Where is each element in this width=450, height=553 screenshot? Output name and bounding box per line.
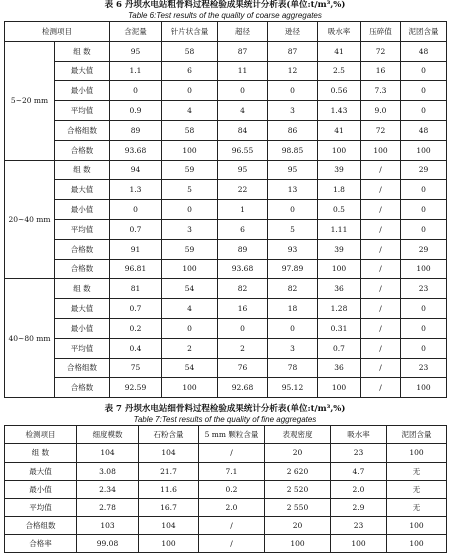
table-cell: 3 — [268, 101, 318, 121]
table-row — [5, 299, 447, 319]
table-cell: 1 — [218, 200, 268, 220]
table-cell: 58 — [162, 120, 218, 140]
row-label: 最小值 — [55, 81, 110, 101]
table-cell: 100 — [387, 444, 447, 462]
table-cell: 100 — [361, 140, 401, 160]
table-cell: 96.55 — [218, 140, 268, 160]
table-cell: 59 — [162, 160, 218, 180]
table-cell: / — [361, 279, 401, 299]
table-cell: 93.68 — [110, 140, 162, 160]
table-cell: 7.3 — [361, 81, 401, 101]
table-cell: 87 — [268, 41, 318, 61]
row-label: 合格组数 — [5, 517, 77, 535]
table6-header-cell: 压碎值 — [361, 22, 401, 42]
table-cell: 1.11 — [318, 219, 361, 239]
table-cell: 0.4 — [110, 338, 162, 358]
table-cell: 48 — [401, 41, 447, 61]
table-cell: 0 — [218, 81, 268, 101]
table-row — [5, 219, 447, 239]
row-label: 合格组数 — [55, 120, 110, 140]
table-cell: 0 — [110, 81, 162, 101]
table-cell: 16 — [361, 61, 401, 81]
row-label: 平均值 — [5, 498, 77, 516]
table-cell: 54 — [162, 279, 218, 299]
table-cell: 48 — [401, 120, 447, 140]
table-cell: 0 — [110, 200, 162, 220]
table6-header-cell: 含泥量 — [110, 22, 162, 42]
table-cell: 72 — [361, 41, 401, 61]
row-label: 合格组数 — [55, 358, 110, 378]
table-row — [5, 200, 447, 220]
table-cell: 95 — [218, 160, 268, 180]
table-cell: 无 — [387, 462, 447, 480]
table-cell: 0 — [401, 299, 447, 319]
table-cell: 4 — [162, 101, 218, 121]
table-cell: 0 — [268, 81, 318, 101]
table-cell: 23 — [331, 444, 387, 462]
table-row — [5, 318, 447, 338]
table-cell: 2.34 — [77, 480, 139, 498]
table-row — [5, 160, 447, 180]
table-cell: 29 — [401, 160, 447, 180]
table-row — [5, 101, 447, 121]
row-label: 合格数 — [55, 140, 110, 160]
row-label: 最大值 — [55, 61, 110, 81]
table-cell: 0 — [268, 200, 318, 220]
table6-header-cell: 超径 — [218, 22, 268, 42]
table-cell: 58 — [162, 41, 218, 61]
row-label: 最大值 — [55, 299, 110, 319]
table-row — [5, 239, 447, 259]
table-cell: 100 — [318, 259, 361, 279]
table-row — [5, 498, 447, 516]
table-row — [5, 480, 447, 498]
table-cell: 12 — [268, 61, 318, 81]
table-cell: 0.7 — [318, 338, 361, 358]
table-cell: 9.0 — [361, 101, 401, 121]
row-label: 最大值 — [5, 462, 77, 480]
table7-title: 表 7 丹坝水电站细骨料过程检验成果统计分析表(单位:t/m³,%) — [104, 404, 346, 415]
table-cell: 0 — [162, 200, 218, 220]
table-cell: 93 — [268, 239, 318, 259]
table-cell: 97.89 — [268, 259, 318, 279]
table-cell: / — [361, 338, 401, 358]
table-cell: 0 — [401, 101, 447, 121]
table-cell: 7.1 — [199, 462, 265, 480]
table-cell: 92.68 — [218, 378, 268, 398]
table-cell: 92.59 — [110, 378, 162, 398]
table-cell: 2 620 — [265, 462, 331, 480]
table-row — [5, 81, 447, 101]
row-label: 组 数 — [55, 279, 110, 299]
table-cell: 76 — [218, 358, 268, 378]
table-cell: 无 — [387, 480, 447, 498]
table-cell: 29 — [401, 239, 447, 259]
table-cell: 2.0 — [331, 480, 387, 498]
table-cell: / — [361, 200, 401, 220]
row-label: 平均值 — [55, 101, 110, 121]
table-cell: / — [199, 535, 265, 553]
table-cell: 0.5 — [318, 200, 361, 220]
table7-header-cell: 细度模数 — [77, 426, 139, 444]
row-label: 合格数 — [55, 259, 110, 279]
table-cell: 82 — [218, 279, 268, 299]
size-group-label: 20~40 mm — [5, 160, 55, 279]
table-cell: 2.9 — [331, 498, 387, 516]
table-cell: 3 — [162, 219, 218, 239]
table-cell: / — [361, 299, 401, 319]
table-cell: / — [199, 517, 265, 535]
table-cell: 0 — [401, 200, 447, 220]
table-cell: 0 — [401, 318, 447, 338]
table-cell: 1.28 — [318, 299, 361, 319]
table-row — [5, 358, 447, 378]
table-cell: / — [199, 444, 265, 462]
row-label: 平均值 — [55, 338, 110, 358]
table-cell: 100 — [265, 535, 331, 553]
table-row — [5, 120, 447, 140]
row-label: 组 数 — [5, 444, 77, 462]
row-label: 最小值 — [5, 480, 77, 498]
row-label: 合格数 — [55, 378, 110, 398]
table-cell: 22 — [218, 180, 268, 200]
table-cell: 1.43 — [318, 101, 361, 121]
table-cell: 36 — [318, 358, 361, 378]
table-cell: 93.68 — [218, 259, 268, 279]
table7-header-cell: 5 mm 颗粒含量 — [199, 426, 265, 444]
row-label: 合格率 — [5, 535, 77, 553]
table-cell: 41 — [318, 120, 361, 140]
table-cell: 6 — [162, 61, 218, 81]
table-cell: 82 — [268, 279, 318, 299]
table-cell: 0.7 — [110, 299, 162, 319]
row-label: 组 数 — [55, 41, 110, 61]
table-cell: / — [361, 180, 401, 200]
table-cell: 4.7 — [331, 462, 387, 480]
table-cell: 100 — [401, 140, 447, 160]
table6-header-cell: 吸水率 — [318, 22, 361, 42]
table-cell: 100 — [139, 535, 199, 553]
table-cell: 100 — [331, 535, 387, 553]
table-cell: 95 — [110, 41, 162, 61]
table-cell: 16 — [218, 299, 268, 319]
table-cell: 0 — [162, 318, 218, 338]
table-cell: 3 — [268, 338, 318, 358]
table-cell: 2.78 — [77, 498, 139, 516]
table-cell: 23 — [401, 279, 447, 299]
table6-header-cell: 针片状含量 — [162, 22, 218, 42]
table-row — [5, 444, 447, 462]
table-cell: 0 — [401, 338, 447, 358]
table-row — [5, 535, 447, 553]
table6-header-cell: 泥团含量 — [401, 22, 447, 42]
table-cell: 0.9 — [110, 101, 162, 121]
table-cell: 2 550 — [265, 498, 331, 516]
table-cell: 1.1 — [110, 61, 162, 81]
table-cell: 20 — [265, 517, 331, 535]
table-cell: 0 — [401, 219, 447, 239]
table-cell: 20 — [265, 444, 331, 462]
table-cell: 0 — [401, 180, 447, 200]
table-cell: 0.31 — [318, 318, 361, 338]
table-cell: 3.08 — [77, 462, 139, 480]
table-cell: 104 — [139, 444, 199, 462]
table-cell: 91 — [110, 239, 162, 259]
table-cell: 0 — [218, 318, 268, 338]
table-cell: 100 — [401, 378, 447, 398]
row-label: 最小值 — [55, 318, 110, 338]
table-cell: 100 — [162, 259, 218, 279]
table-cell: 95.12 — [268, 378, 318, 398]
table6-header-cell: 逊径 — [268, 22, 318, 42]
table-cell: / — [361, 358, 401, 378]
table-cell: 89 — [218, 239, 268, 259]
row-label: 最大值 — [55, 180, 110, 200]
table-cell: 21.7 — [139, 462, 199, 480]
table-cell: 103 — [77, 517, 139, 535]
table-cell: 5 — [268, 219, 318, 239]
table-cell: 2.0 — [199, 498, 265, 516]
row-label: 组 数 — [55, 160, 110, 180]
table-cell: 23 — [331, 517, 387, 535]
table-cell: 100 — [387, 535, 447, 553]
table7-header-cell: 吸水率 — [331, 426, 387, 444]
table-cell: 0 — [268, 318, 318, 338]
table-cell: 100 — [318, 140, 361, 160]
table-cell: 100 — [318, 378, 361, 398]
table-cell: 2 — [162, 338, 218, 358]
table-cell: 96.81 — [110, 259, 162, 279]
table-cell: 39 — [318, 160, 361, 180]
table-row — [5, 61, 447, 81]
table-cell: 75 — [110, 358, 162, 378]
table-cell: 100 — [401, 259, 447, 279]
table-cell: 86 — [268, 120, 318, 140]
table-cell: 无 — [387, 498, 447, 516]
table-cell: 95 — [268, 160, 318, 180]
table-cell: 98.85 — [268, 140, 318, 160]
table-row — [5, 462, 447, 480]
table-cell: 78 — [268, 358, 318, 378]
table-cell: 4 — [218, 101, 268, 121]
table-cell: / — [361, 160, 401, 180]
table-row — [5, 140, 447, 160]
table-cell: / — [361, 259, 401, 279]
fine-aggregate-table — [4, 425, 447, 553]
table6-header-cell: 检测项目 — [5, 22, 110, 42]
table6-title: 表 6 丹坝水电站粗骨料过程检验成果统计分析表(单位:t/m³,%) — [104, 0, 346, 10]
table-cell: 2.5 — [318, 61, 361, 81]
table-cell: / — [361, 318, 401, 338]
table-row — [5, 517, 447, 535]
table7-header-cell: 泥团含量 — [387, 426, 447, 444]
table7-header-cell: 表观密度 — [265, 426, 331, 444]
table-cell: 89 — [110, 120, 162, 140]
table-cell: 0.2 — [199, 480, 265, 498]
table-row — [5, 279, 447, 299]
table-cell: 100 — [162, 378, 218, 398]
table-cell: 59 — [162, 239, 218, 259]
table-cell: 23 — [401, 358, 447, 378]
table-row — [5, 259, 447, 279]
table-cell: 18 — [268, 299, 318, 319]
table-cell: 87 — [218, 41, 268, 61]
table-cell: 54 — [162, 358, 218, 378]
row-label: 合格数 — [55, 239, 110, 259]
table-cell: 11 — [218, 61, 268, 81]
table6-header-row — [5, 22, 447, 42]
coarse-aggregate-table — [4, 21, 447, 398]
table-cell: 5 — [162, 180, 218, 200]
table-cell: 0.7 — [110, 219, 162, 239]
table-cell: 1.8 — [318, 180, 361, 200]
table-cell: 104 — [139, 517, 199, 535]
table-cell: 2 — [218, 338, 268, 358]
table-cell: 72 — [361, 120, 401, 140]
size-group-label: 40~80 mm — [5, 279, 55, 398]
table-cell: / — [361, 378, 401, 398]
table-cell: / — [361, 239, 401, 259]
table-cell: 13 — [268, 180, 318, 200]
table-cell: 99.08 — [77, 535, 139, 553]
table-row — [5, 378, 447, 398]
table7-header-cell: 石粉含量 — [139, 426, 199, 444]
row-label: 最小值 — [55, 200, 110, 220]
table-cell: 36 — [318, 279, 361, 299]
table-row — [5, 41, 447, 61]
table-cell: 94 — [110, 160, 162, 180]
table6-subtitle: Table 6:Test results of the quality of coarse aggregates — [128, 11, 322, 20]
table-cell: 39 — [318, 239, 361, 259]
table-cell: 0 — [401, 81, 447, 101]
table-cell: 81 — [110, 279, 162, 299]
table-cell: 104 — [77, 444, 139, 462]
table-cell: 41 — [318, 41, 361, 61]
table-cell: 2 520 — [265, 480, 331, 498]
table-cell: 6 — [218, 219, 268, 239]
table-cell: 0 — [401, 61, 447, 81]
table-cell: 100 — [387, 517, 447, 535]
table-row — [5, 338, 447, 358]
size-group-label: 5~20 mm — [5, 41, 55, 160]
table7-header-row — [5, 426, 447, 444]
table-cell: 84 — [218, 120, 268, 140]
table-cell: 100 — [162, 140, 218, 160]
table-cell: 0 — [162, 81, 218, 101]
table-cell: 1.3 — [110, 180, 162, 200]
table-cell: 0.56 — [318, 81, 361, 101]
table7-header-cell: 检测项目 — [5, 426, 77, 444]
table-cell: 4 — [162, 299, 218, 319]
table-cell: 16.7 — [139, 498, 199, 516]
table7-subtitle: Table 7:Test results of the quality of fine aggregates — [133, 415, 317, 425]
table-cell: 11.6 — [139, 480, 199, 498]
table-cell: 0.2 — [110, 318, 162, 338]
row-label: 平均值 — [55, 219, 110, 239]
table-row — [5, 180, 447, 200]
table-cell: / — [361, 219, 401, 239]
